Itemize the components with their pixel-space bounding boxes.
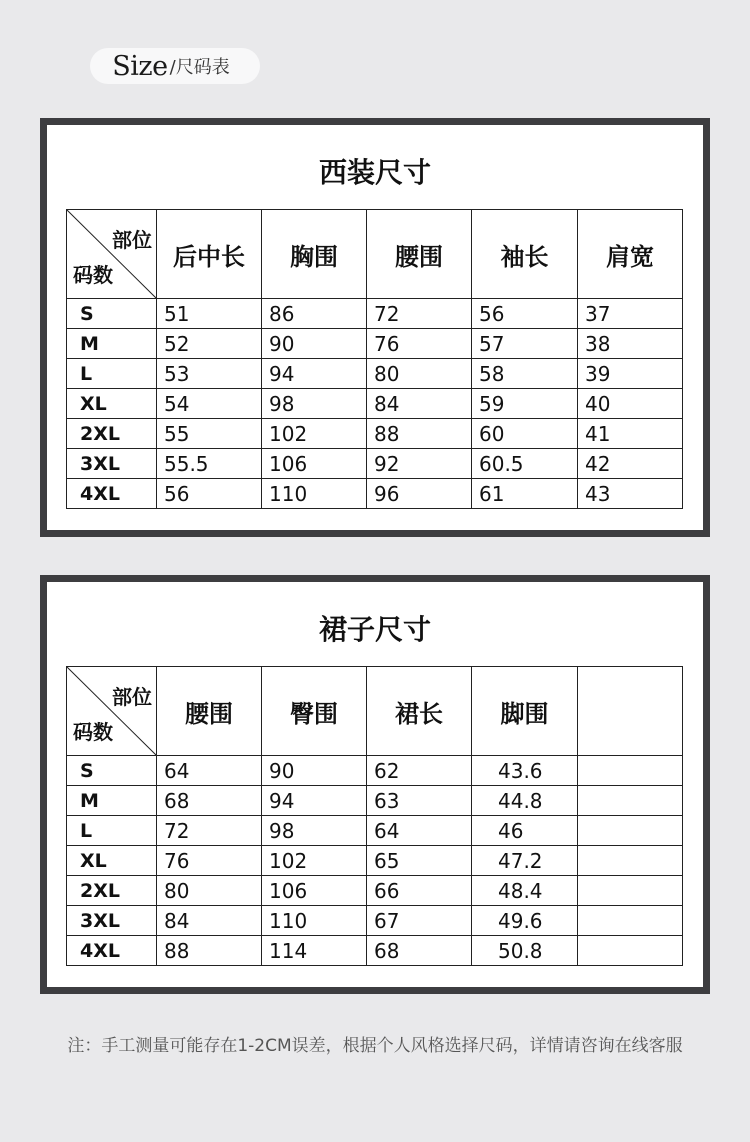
value-cell [578,846,683,876]
value-cell: 98 [262,389,367,419]
value-cell: 110 [262,479,367,509]
corner-label-size: 码数 [73,263,113,287]
value-cell: 52 [157,329,262,359]
size-label-en: Size [112,50,168,82]
corner-label-part: 部位 [112,228,152,252]
value-cell: 72 [367,299,472,329]
value-cell: 68 [367,936,472,966]
table-row [67,359,683,389]
value-cell: 62 [367,756,472,786]
value-cell: 80 [157,876,262,906]
value-cell: 88 [367,419,472,449]
value-cell: 110 [262,906,367,936]
suit-corner-header [67,210,157,299]
size-cell: 4XL [67,479,157,509]
column-header [578,667,683,756]
table-row [67,816,683,846]
value-cell: 96 [367,479,472,509]
size-cell: XL [67,846,157,876]
skirt-table-title: 裙子尺寸 [318,613,431,646]
value-cell: 66 [367,876,472,906]
skirt-size-panel [40,575,710,994]
value-cell: 86 [262,299,367,329]
suit-table-title: 西装尺寸 [318,156,431,189]
value-cell: 50.8 [472,936,578,966]
value-cell: 49.6 [472,906,578,936]
table-row [67,389,683,419]
skirt-corner-header [67,667,157,756]
skirt-size-table [66,666,683,966]
table-row [67,876,683,906]
value-cell: 64 [157,756,262,786]
size-label-zh: /尺码表 [169,57,230,78]
value-cell: 65 [367,846,472,876]
value-cell: 72 [157,816,262,846]
value-cell: 37 [578,299,683,329]
table-row [67,479,683,509]
table-row [67,449,683,479]
value-cell [578,756,683,786]
column-header: 裙长 [367,667,472,756]
value-cell: 48.4 [472,876,578,906]
value-cell: 106 [262,449,367,479]
size-cell: L [67,359,157,389]
size-cell: S [67,756,157,786]
value-cell: 41 [578,419,683,449]
value-cell: 61 [472,479,578,509]
value-cell: 88 [157,936,262,966]
value-cell: 102 [262,419,367,449]
table-row [67,419,683,449]
value-cell: 57 [472,329,578,359]
value-cell: 43 [578,479,683,509]
corner-label-part: 部位 [112,685,152,709]
value-cell: 47.2 [472,846,578,876]
column-header: 袖长 [472,210,578,299]
value-cell: 76 [367,329,472,359]
table-row [67,936,683,966]
value-cell: 67 [367,906,472,936]
value-cell [578,906,683,936]
value-cell: 55 [157,419,262,449]
value-cell: 58 [472,359,578,389]
column-header: 胸围 [262,210,367,299]
value-cell: 63 [367,786,472,816]
value-cell: 43.6 [472,756,578,786]
value-cell: 55.5 [157,449,262,479]
value-cell: 38 [578,329,683,359]
value-cell: 64 [367,816,472,846]
value-cell: 84 [157,906,262,936]
value-cell: 42 [578,449,683,479]
value-cell: 92 [367,449,472,479]
value-cell: 44.8 [472,786,578,816]
table-row [67,756,683,786]
size-cell: M [67,329,157,359]
table-row [67,906,683,936]
value-cell: 39 [578,359,683,389]
value-cell [578,786,683,816]
value-cell: 68 [157,786,262,816]
table-row [67,299,683,329]
table-row [67,786,683,816]
size-cell: 3XL [67,449,157,479]
size-chart-label [90,48,260,84]
value-cell: 59 [472,389,578,419]
value-cell [578,816,683,846]
value-cell: 40 [578,389,683,419]
table-row [67,846,683,876]
column-header: 肩宽 [578,210,683,299]
size-cell: XL [67,389,157,419]
skirt-header-row [67,667,683,756]
value-cell: 56 [472,299,578,329]
size-cell: 2XL [67,876,157,906]
corner-label-size: 码数 [73,720,113,744]
suit-header-row [67,210,683,299]
table-row [67,329,683,359]
value-cell: 54 [157,389,262,419]
column-header: 腰围 [157,667,262,756]
column-header: 脚围 [472,667,578,756]
value-cell: 90 [262,329,367,359]
size-cell: 3XL [67,906,157,936]
value-cell: 84 [367,389,472,419]
size-cell: S [67,299,157,329]
size-cell: L [67,816,157,846]
value-cell: 76 [157,846,262,876]
measurement-note: 注：手工测量可能存在1-2CM误差，根据个人风格选择尺码，详情请咨询在线客服 [67,1036,683,1056]
suit-size-panel [40,118,710,537]
column-header: 后中长 [157,210,262,299]
value-cell: 60.5 [472,449,578,479]
suit-size-table [66,209,683,509]
value-cell: 114 [262,936,367,966]
size-cell: 2XL [67,419,157,449]
value-cell: 98 [262,816,367,846]
value-cell: 94 [262,786,367,816]
value-cell: 80 [367,359,472,389]
value-cell: 90 [262,756,367,786]
value-cell: 46 [472,816,578,846]
value-cell [578,936,683,966]
value-cell: 106 [262,876,367,906]
size-cell: M [67,786,157,816]
value-cell: 56 [157,479,262,509]
value-cell: 102 [262,846,367,876]
size-cell: 4XL [67,936,157,966]
value-cell [578,876,683,906]
value-cell: 94 [262,359,367,389]
value-cell: 60 [472,419,578,449]
column-header: 腰围 [367,210,472,299]
column-header: 臀围 [262,667,367,756]
value-cell: 51 [157,299,262,329]
value-cell: 53 [157,359,262,389]
